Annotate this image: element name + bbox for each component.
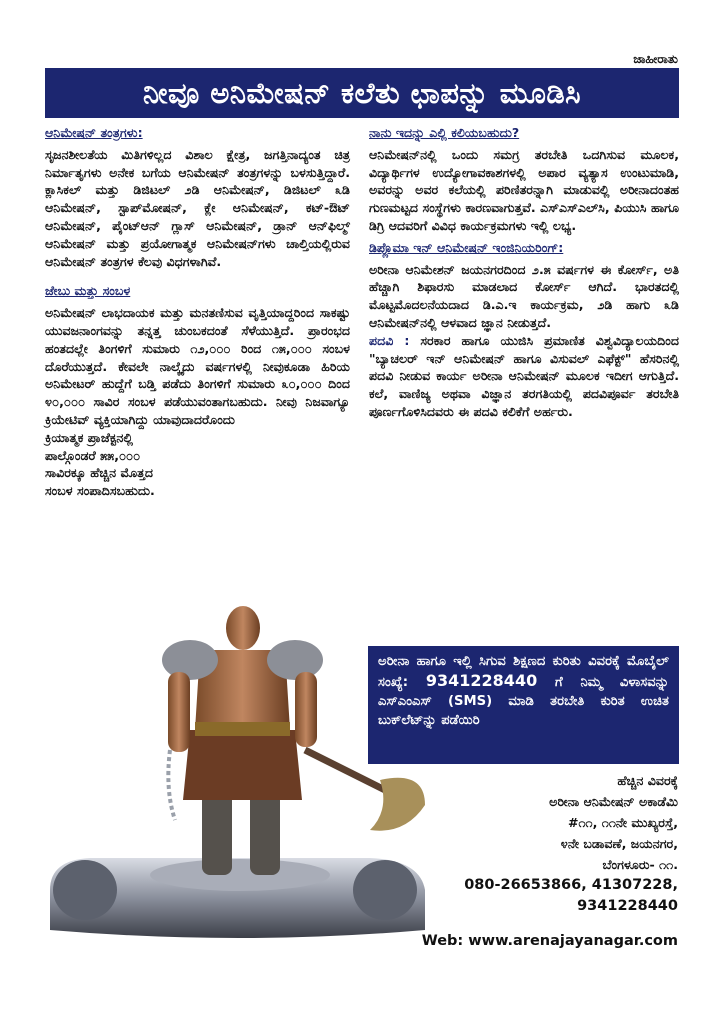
section-body-degree: ಸರಕಾರ ಹಾಗೂ ಯುಜಿಸಿ ಪ್ರಮಾಣಿತ ವಿಶ್ವವಿದ್ಯಾಲಯದಿಂದ "ಬ್ಯಾಚಲರ್ ಇನ್ ಆನಿಮೇಷನ್ ಹಾಗೂ ವಿಸುವಲ್ ಎಫೆಕ್ಟ್" ಹೆಸರಿನಲ್ಲಿ ಪದವಿ ನೀಡುವ ಕಾರ್ಯ ಅರೀನಾ ಆನಿಮೇಷನ್ ಮೂಲಕ ಇದೀಗ ಆಗುತ್ತಿದೆ. ಕಲೆ, ವಾಣಿಜ್ಯ ಅಥವಾ ವಿಜ್ಞಾನ ತರಗತಿಯಲ್ಲಿ ಪದವಿಪೂರ್ವ ತರಬೇತಿ ಪೂರ್ಣಗೊಳಿಸಿದವರು ಈ ಪದವಿ ಕಲಿಕೆಗೆ ಅರ್ಹರು. bbox=[369, 332, 679, 419]
warrior-arm-right bbox=[295, 672, 317, 747]
contact-phones-2: 9341228440 bbox=[577, 898, 678, 914]
sms-highlight-box bbox=[368, 646, 679, 764]
shoulder-armor-right bbox=[267, 640, 323, 680]
pedestal-top bbox=[150, 859, 330, 891]
highlight-phone: 9341228440 bbox=[425, 671, 538, 690]
warrior-belt bbox=[195, 722, 290, 736]
chain-shape bbox=[168, 750, 175, 820]
contact-line-4: ೪ನೇ ಬಡಾವಣೆ, ಜಯನಗರ, bbox=[560, 836, 678, 851]
warrior-illustration bbox=[40, 590, 460, 950]
advertisement-tag: ಜಾಹೀರಾತು bbox=[633, 52, 678, 66]
section-body-salary-tail: ಕ್ರಿಯಾತ್ಮಕ ಪ್ರಾಜೆಕ್ಟನಲ್ಲಿ ಪಾಲ್ಗೊಂಡರೆ ೫೫,೦೦೦ ಸಾವಿರಕ್ಕೂ ಹೆಚ್ಚಿನ ಮೊತ್ತದ ಸಂಬಳ ಸಂಪಾದಿಸಬಹುದು. bbox=[45, 429, 155, 499]
section-heading-where-learn: ನಾನು ಇದನ್ನು ಎಲ್ಲಿ ಕಲಿಯಬಹುದು? bbox=[369, 125, 520, 140]
contact-block bbox=[418, 770, 678, 917]
highlight-text-2: ಗೆ ನಿಮ್ಮ ವಿಳಾಸವನ್ನು ಎಸ್‌ಎಂಎಸ್ (SMS) ಮಾಡಿ ತರಬೇತಿ ಕುರಿತ ಉಚಿತ ಬುಕ್‌ಲೆಟ್‌ನ್ನು ಪಡೆಯಿರಿ bbox=[378, 675, 670, 728]
highlight-text-1: ಅರೀನಾ ಹಾಗೂ ಇಲ್ಲಿ ಸಿಗುವ ಶಿಕ್ಷಣದ ಕುರಿತು ವಿವರಕ್ಕೆ ಮೊಬೈಲ್ ಸಂಖ್ಯೆ: bbox=[378, 654, 669, 690]
warrior-head bbox=[226, 606, 260, 650]
skull-ornament-right bbox=[353, 860, 417, 920]
warrior-skirt bbox=[183, 730, 302, 800]
contact-line-1: ಹೆಚ್ಚಿನ ವಿವರಕ್ಕೆ bbox=[617, 773, 678, 788]
right-column bbox=[369, 124, 679, 421]
contact-line-5: ಬೆಂಗಳೂರು- ೧೧. bbox=[602, 857, 678, 872]
contact-line-2: ಅರೀನಾ ಆನಿಮೇಷನ್ ಅಕಾಡೆಮಿ bbox=[549, 794, 678, 809]
section-body-diploma: ಅರೀನಾ ಆನಿಮೇಶನ್ ಜಯನಗರದಿಂದ ೨.೫ ವರ್ಷಗಳ ಈ ಕೋರ್ಸ್, ಅತಿ ಹೆಚ್ಚಾಗಿ ಶಿಫಾರಸು ಮಾಡಲಾದ ಕೋರ್ಸ್ ಆಗಿದೆ. ಭಾರತದಲ್ಲಿ ಮೊಟ್ಟಮೊದಲನೆಯದಾದ ಡಿ.ಎ.ಇ ಕಾರ್ಯಕ್ರಮ, ೨ಡಿ ಹಾಗು ೩ಡಿ ಆನಿಮೇಷನ್‌ನಲ್ಲಿ ಆಳವಾದ ಜ್ಞಾನ ನೀಡುತ್ತದೆ. bbox=[369, 261, 679, 330]
left-column bbox=[45, 124, 350, 500]
shoulder-armor-left bbox=[162, 640, 218, 680]
section-body-techniques: ಸೃಜನಶೀಲತೆಯ ಮಿತಿಗಳಿಲ್ಲದ ವಿಶಾಲ ಕ್ಷೇತ್ರ, ಜಗತ್ತಿನಾದ್ಯಂತ ಚಿತ್ರ ನಿರ್ಮಾತೃಗಳು ಅನೇಕ ಬಗೆಯ ಆನಿಮೇಷನ್ ತಂತ್ರಗಳನ್ನು ಬಳಸುತ್ತಿದ್ದಾರೆ. ಕ್ಲಾಸಿಕಲ್ ಮತ್ತು ಡಿಜಿಟಲ್ ೨ಡಿ ಆನಿಮೇಷನ್, ಡಿಜಿಟಲ್ ೩ಡಿ ಆನಿಮೇಷನ್, ಸ್ಟಾಪ್‌ಮೋಷನ್, ಕ್ಲೇ ಆನಿಮೇಷನ್, ಕಟ್-ಔಟ್ ಆನಿಮೇಷನ್, ಪೈಂಟ್‌ಆನ್ ಗ್ಲಾಸ್ ಆನಿಮೇಷನ್, ಡ್ರಾನ್ ಆನ್‌ಫಿಲ್ಮ್ ಆನಿಮೇಷನ್ ಮತ್ತು ಪ್ರಯೋಗಾತ್ಮಕ ಆನಿಮೇಷನ್‌ಗಳು ಚಾಲ್ತಿಯಲ್ಲಿರುವ ಆನಿಮೇಷನ್ ತಂತ್ರಗಳ ಕೆಲವು ವಿಧಗಳಾಗಿವೆ. bbox=[45, 146, 350, 269]
banner-title: ನೀವೂ ಅನಿಮೇಷನ್ ಕಲೆತು ಛಾಪನ್ನು ಮೂಡಿಸಿ bbox=[45, 68, 679, 118]
section-heading-diploma: ಡಿಪ್ಲೊಮಾ ಇನ್ ಆನಿಮೇಷನ್ ಇಂಜಿನಿಯರಿಂಗ್: bbox=[369, 239, 564, 255]
section-heading-salary: ಜೇಬು ಮತ್ತು ಸಂಬಳ bbox=[45, 283, 131, 299]
section-body-where-learn: ಆನಿಮೇಷನ್‌ನಲ್ಲಿ ಒಂದು ಸಮಗ್ರ ತರಬೇತಿ ಒದಗಿಸುವ ಮೂಲಕ, ವಿದ್ಯಾರ್ಥಿಗಳ ಉದ್ಯೋಗಾವಕಾಶಗಳಲ್ಲಿ ಅಪಾರ ವ್ಯತ್ಯಾಸ ಉಂಟುಮಾಡಿ, ಅವರನ್ನು ಅವರ ಕಲೆಯಲ್ಲಿ ಪರಿಣಿತರನ್ನಾಗಿ ಮಾಡುವಲ್ಲಿ ಅರೀನಾದಂತಹ ಗುಣಮಟ್ಟದ ಸಂಸ್ಥೆಗಳು ಕಾರಣವಾಗುತ್ತವೆ. ಎಸ್‌ಎಸ್‌ಎಲ್‌ಸಿ, ಪಿಯುಸಿ ಹಾಗೂ ಡಿಗ್ರಿ ಆದವರಿಗೆ ವಿವಿಧ ಕಾರ್ಯಕ್ರಮಗಳು ಇಲ್ಲಿ ಲಭ್ಯ. bbox=[369, 146, 679, 233]
contact-line-3: #೧೧, ೧೧ನೇ ಮುಖ್ಯರಸ್ತೆ, bbox=[567, 815, 678, 830]
section-label-degree: ಪದವಿ : bbox=[369, 332, 410, 348]
contact-phones-1: 080-26653866, 41307228, bbox=[464, 877, 678, 893]
section-heading-techniques: ಆನಿಮೇಷನ್ ತಂತ್ರಗಳು: bbox=[45, 125, 143, 140]
section-body-salary: ಅನಿಮೇಷನ್ ಲಾಭದಾಯಕ ಮತ್ತು ಮನತಣಿಸುವ ವೃತ್ತಿಯಾದ್ದರಿಂದ ಸಾಕಷ್ಟು ಯುವಜನಾಂಗವನ್ನು ತನ್ನತ್ತ ಚುಂಬಕದಂತೆ ಸೆಳೆಯುತ್ತಿದೆ. ಪ್ರಾರಂಭದ ಹಂತದಲ್ಲೇ ತಿಂಗಳಿಗೆ ಸುಮಾರು ೧೨,೦೦೦ ರಿಂದ ೧೫,೦೦೦ ಸಂಬಳ ದೊರೆಯುತ್ತದೆ. ಕೇವಲೇ ನಾಲ್ಕೈದು ವರ್ಷಗಳಲ್ಲಿ ನೀವುಕೂಡಾ ಹಿರಿಯ ಅನಿಮೇಟರ್ ಹುದ್ದೆಗೆ ಬಡ್ತಿ ಪಡೆದು ತಿಂಗಳಿಗೆ ಸುಮಾರು ೩೦,೦೦೦ ದಿಂದ ೪೦,೦೦೦ ಸಾವಿರ ಸಂಬಳ ಪಡೆಯುವಂತಾಗಬಹುದು. ನೀವು ನಿಜವಾಗ್ಯೂ ಕ್ರಿಯೇಟಿವ್ ವ್ಯಕ್ತಿಯಾಗಿದ್ದು ಯಾವುದಾದರೊಂದು bbox=[45, 305, 350, 427]
website-link[interactable]: Web: www.arenajayanagar.com bbox=[421, 933, 678, 949]
warrior-arm-left bbox=[168, 672, 190, 752]
skull-ornament-left bbox=[53, 860, 117, 920]
